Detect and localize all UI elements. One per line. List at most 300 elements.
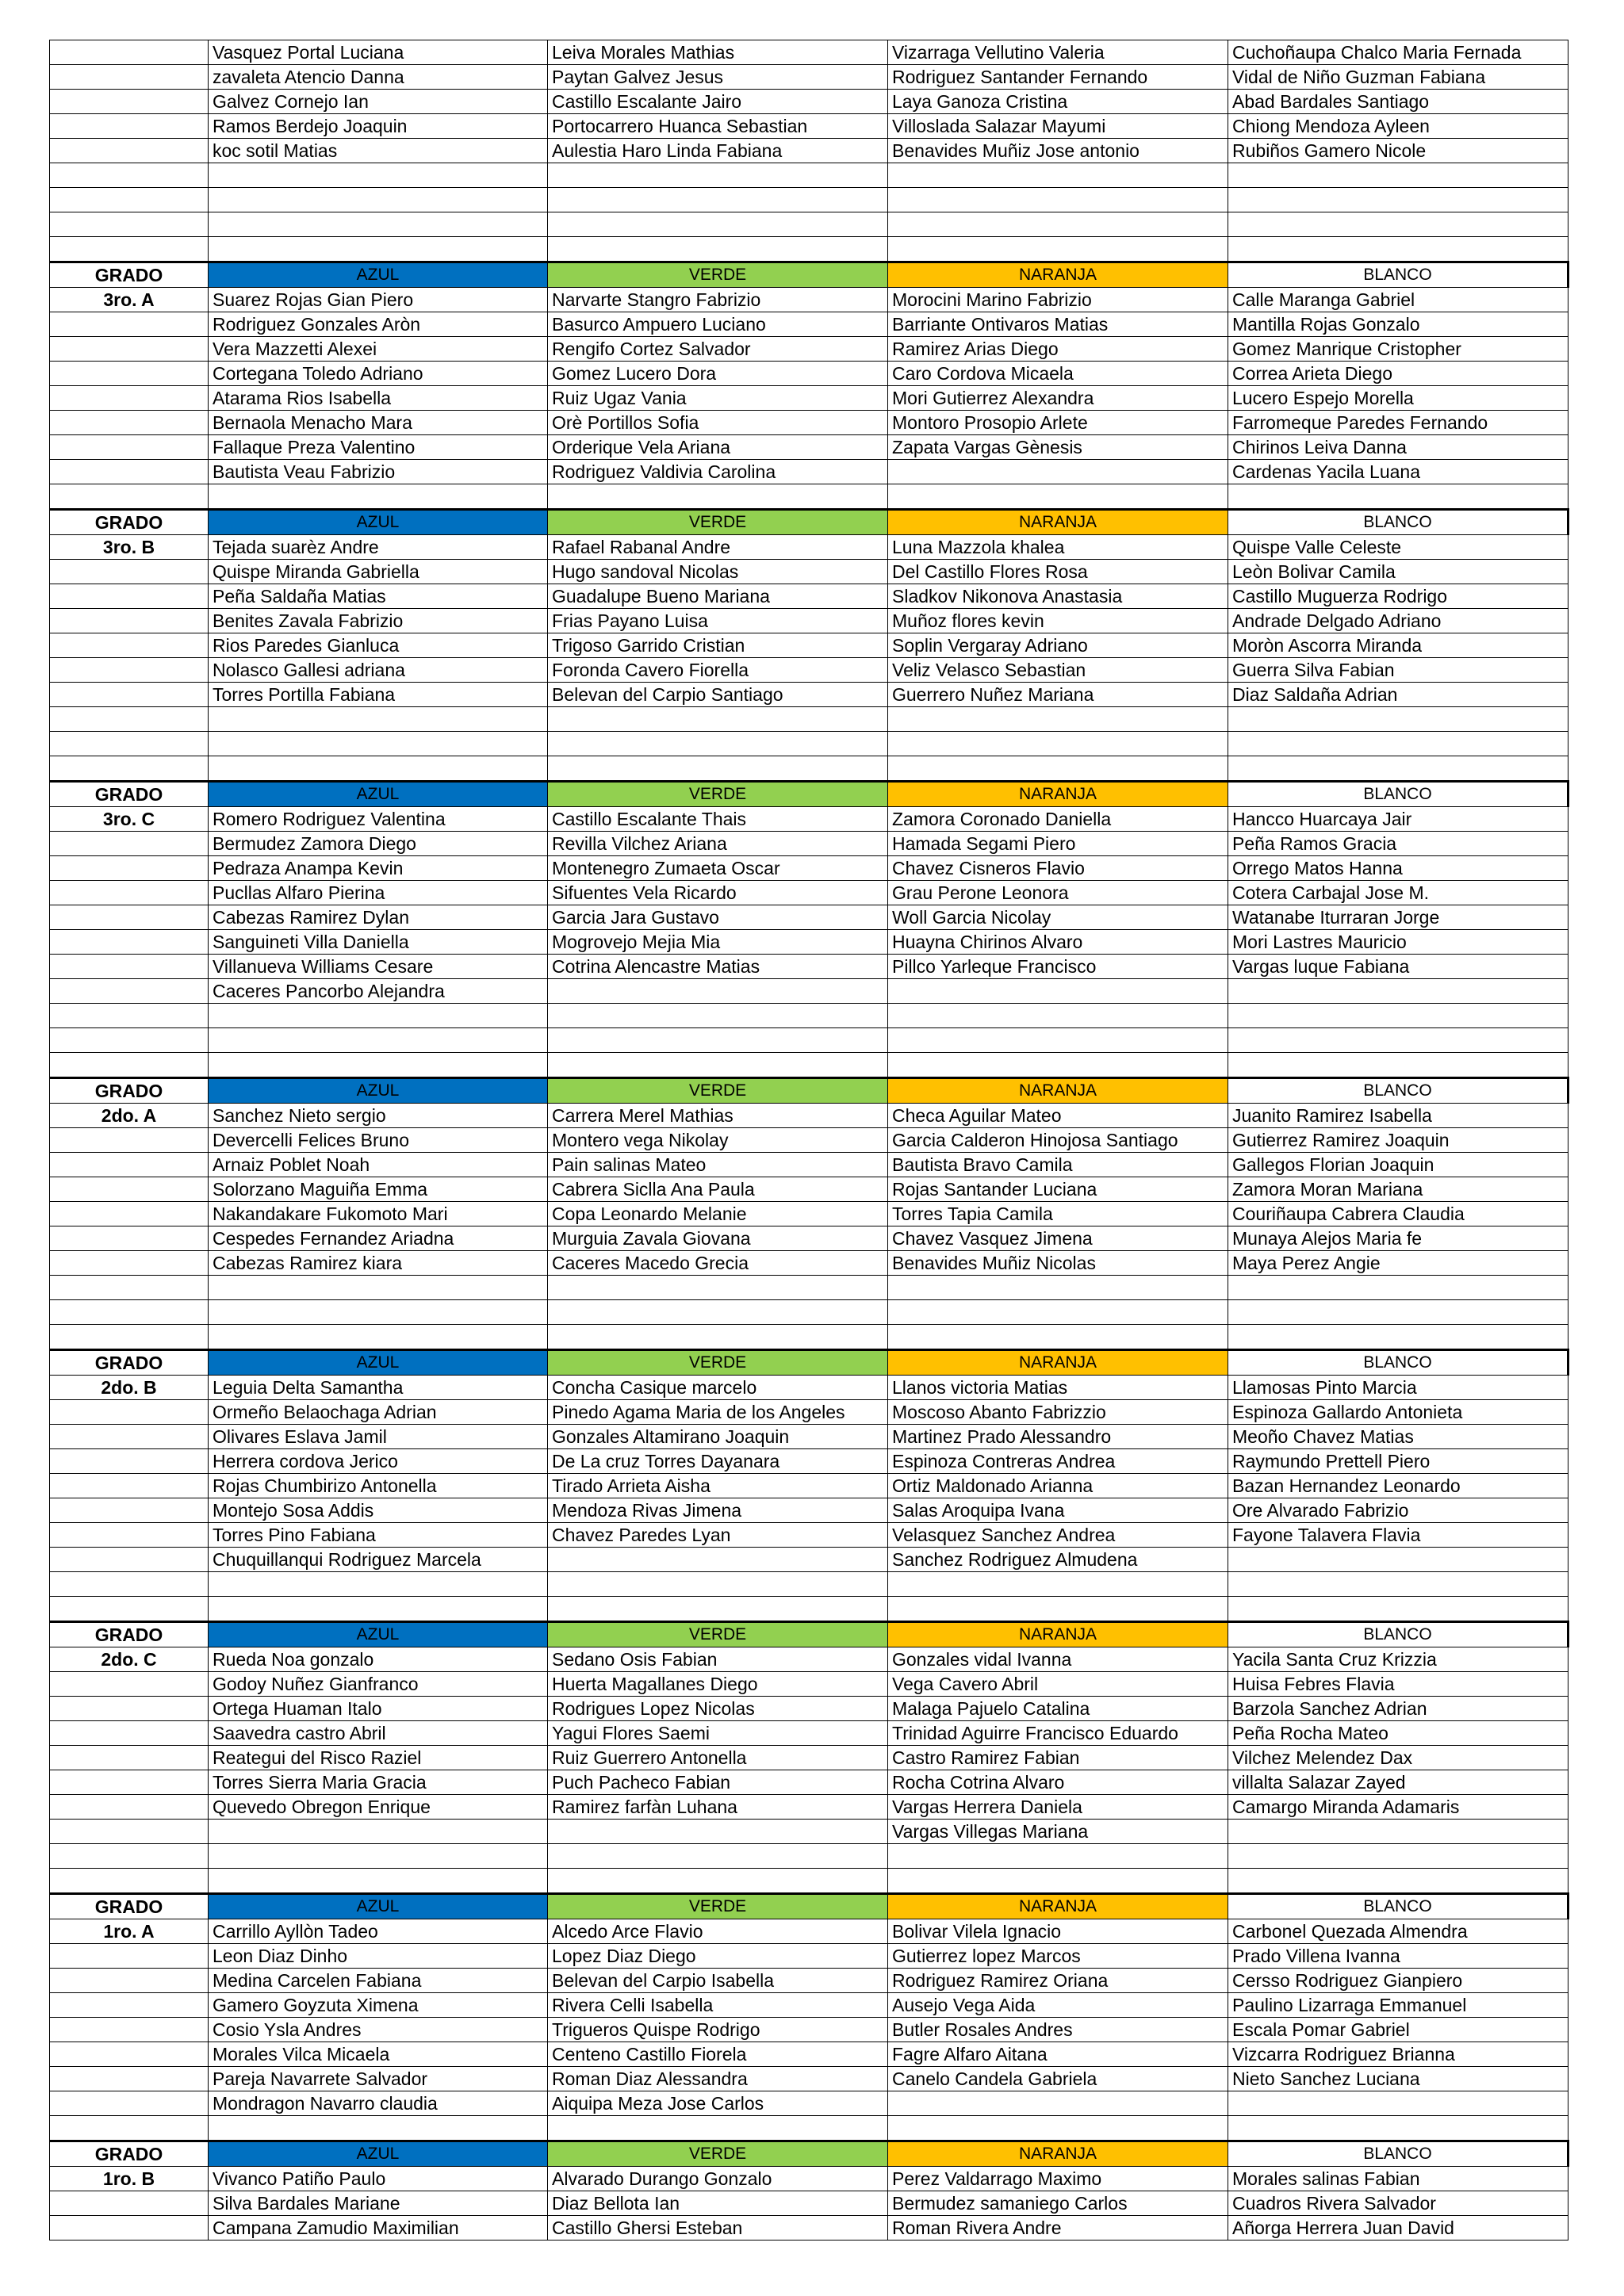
verde-cell: Gonzales Altamirano Joaquin (548, 1425, 888, 1449)
blanco-cell: Hancco Huarcaya Jair (1228, 807, 1568, 832)
student-row (50, 1869, 1568, 1894)
student-row (50, 1795, 1568, 1820)
naranja-cell: Canelo Candela Gabriela (888, 2067, 1228, 2091)
azul-cell: Medina Carcelen Fabiana (209, 1969, 548, 1993)
blanco-cell (1228, 1869, 1568, 1894)
grade-cell (50, 756, 209, 782)
azul-cell (209, 707, 548, 732)
student-row (50, 435, 1568, 460)
student-row (50, 609, 1568, 633)
azul-cell (209, 1276, 548, 1300)
naranja-cell: Vizarraga Vellutino Valeria (888, 40, 1228, 65)
grade-cell (50, 1177, 209, 1202)
blanco-cell: Meoño Chavez Matias (1228, 1425, 1568, 1449)
grade-cell: 2do. C (50, 1647, 209, 1672)
blanco-cell (1228, 1844, 1568, 1869)
blanco-cell: Munaya Alejos Maria fe (1228, 1226, 1568, 1251)
azul-cell: Carrillo Ayllòn Tadeo (209, 1919, 548, 1944)
verde-cell: Cotrina Alencastre Matias (548, 955, 888, 979)
blanco-cell: Couriñaupa Cabrera Claudia (1228, 1202, 1568, 1226)
naranja-header: NARANJA (888, 1894, 1228, 1919)
blanco-cell (1228, 707, 1568, 732)
blanco-cell: Cuadros Rivera Salvador (1228, 2191, 1568, 2216)
student-row (50, 1820, 1568, 1844)
student-row (50, 411, 1568, 435)
blanco-cell (1228, 732, 1568, 756)
blanco-header: BLANCO (1228, 782, 1568, 807)
naranja-cell: Fagre Alfaro Aitana (888, 2042, 1228, 2067)
azul-cell: Caceres Pancorbo Alejandra (209, 979, 548, 1004)
naranja-cell: Espinoza Contreras Andrea (888, 1449, 1228, 1474)
grade-cell (50, 707, 209, 732)
verde-cell: Rafael Rabanal Andre (548, 535, 888, 560)
student-row (50, 732, 1568, 756)
verde-cell: Mendoza Rivas Jimena (548, 1498, 888, 1523)
blanco-cell: Gallegos Florian Joaquin (1228, 1153, 1568, 1177)
blanco-cell: Chirinos Leiva Danna (1228, 435, 1568, 460)
verde-cell (548, 732, 888, 756)
azul-cell: Solorzano Maguiña Emma (209, 1177, 548, 1202)
azul-cell (209, 732, 548, 756)
naranja-cell: Gonzales vidal Ivanna (888, 1647, 1228, 1672)
azul-cell: Reategui del Risco Raziel (209, 1746, 548, 1770)
azul-cell: Bautista Veau Fabrizio (209, 460, 548, 484)
verde-cell (548, 1053, 888, 1078)
verde-cell: Rivera Celli Isabella (548, 1993, 888, 2018)
naranja-cell: Moscoso Abanto Fabrizzio (888, 1400, 1228, 1425)
grade-cell (50, 905, 209, 930)
grade-cell (50, 658, 209, 683)
azul-cell: Torres Portilla Fabiana (209, 683, 548, 707)
azul-cell: Leon Diaz Dinho (209, 1944, 548, 1969)
azul-cell: Villanueva Williams Cesare (209, 955, 548, 979)
blanco-cell: Nieto Sanchez Luciana (1228, 2067, 1568, 2091)
blanco-cell: Moròn Ascorra Miranda (1228, 633, 1568, 658)
naranja-cell: Malaga Pajuelo Catalina (888, 1697, 1228, 1721)
blanco-cell: Paulino Lizarraga Emmanuel (1228, 1993, 1568, 2018)
blanco-cell: Fayone Talavera Flavia (1228, 1523, 1568, 1548)
azul-cell: zavaleta Atencio Danna (209, 65, 548, 90)
blanco-cell: Maya Perez Angie (1228, 1251, 1568, 1276)
grade-cell (50, 2018, 209, 2042)
azul-cell: Bernaola Menacho Mara (209, 411, 548, 435)
verde-cell (548, 2116, 888, 2141)
verde-header: VERDE (548, 782, 888, 807)
student-row (50, 1944, 1568, 1969)
naranja-cell: Zamora Coronado Daniella (888, 807, 1228, 832)
student-row (50, 930, 1568, 955)
naranja-cell (888, 1869, 1228, 1894)
verde-cell: Pain salinas Mateo (548, 1153, 888, 1177)
naranja-cell: Veliz Velasco Sebastian (888, 658, 1228, 683)
azul-header: AZUL (209, 1894, 548, 1919)
naranja-cell: Butler Rosales Andres (888, 2018, 1228, 2042)
grade-cell (50, 460, 209, 484)
grade-cell (50, 212, 209, 237)
verde-cell: Diaz Bellota Ian (548, 2191, 888, 2216)
blanco-cell: Morales salinas Fabian (1228, 2167, 1568, 2191)
student-row (50, 1672, 1568, 1697)
azul-cell: Peña Saldaña Matias (209, 584, 548, 609)
azul-header: AZUL (209, 1078, 548, 1104)
student-row (50, 1251, 1568, 1276)
blanco-cell (1228, 163, 1568, 188)
naranja-cell: Barriante Ontivaros Matias (888, 312, 1228, 337)
naranja-cell: Woll Garcia Nicolay (888, 905, 1228, 930)
naranja-cell: Checa Aguilar Mateo (888, 1104, 1228, 1128)
blanco-cell: Andrade Delgado Adriano (1228, 609, 1568, 633)
azul-cell (209, 1820, 548, 1844)
naranja-cell: Chavez Cisneros Flavio (888, 856, 1228, 881)
naranja-header: NARANJA (888, 782, 1228, 807)
student-row (50, 1425, 1568, 1449)
blanco-cell: Vizcarra Rodriguez Brianna (1228, 2042, 1568, 2067)
student-row (50, 1498, 1568, 1523)
verde-cell: Alvarado Durango Gonzalo (548, 2167, 888, 2191)
grade-cell (50, 386, 209, 411)
blanco-cell: Carbonel Quezada Almendra (1228, 1919, 1568, 1944)
blanco-cell: Mantilla Rojas Gonzalo (1228, 312, 1568, 337)
blanco-cell (1228, 1300, 1568, 1325)
grade-cell (50, 337, 209, 362)
student-row (50, 1523, 1568, 1548)
blanco-cell (1228, 1053, 1568, 1078)
naranja-cell (888, 1597, 1228, 1622)
grado-header: GRADO (50, 262, 209, 288)
naranja-cell: Soplin Vergaray Adriano (888, 633, 1228, 658)
azul-cell (209, 212, 548, 237)
naranja-cell: Zapata Vargas Gènesis (888, 435, 1228, 460)
student-row (50, 90, 1568, 114)
student-row (50, 1376, 1568, 1400)
verde-cell: Belevan del Carpio Isabella (548, 1969, 888, 1993)
naranja-cell: Villoslada Salazar Mayumi (888, 114, 1228, 139)
naranja-header: NARANJA (888, 2141, 1228, 2167)
naranja-cell (888, 1004, 1228, 1028)
verde-cell (548, 707, 888, 732)
blanco-cell: Añorga Herrera Juan David (1228, 2216, 1568, 2241)
verde-cell (548, 1869, 888, 1894)
azul-cell: Mondragon Navarro claudia (209, 2091, 548, 2116)
grade-cell: 3ro. A (50, 288, 209, 312)
grade-cell (50, 1153, 209, 1177)
naranja-cell: Huayna Chirinos Alvaro (888, 930, 1228, 955)
grade-cell (50, 1869, 209, 1894)
blanco-cell (1228, 1004, 1568, 1028)
naranja-cell: Luna Mazzola khalea (888, 535, 1228, 560)
azul-cell: Tejada suarèz Andre (209, 535, 548, 560)
grade-cell (50, 484, 209, 510)
azul-header: AZUL (209, 782, 548, 807)
azul-cell: Leguia Delta Samantha (209, 1376, 548, 1400)
student-row (50, 288, 1568, 312)
student-row (50, 535, 1568, 560)
blanco-cell (1228, 1820, 1568, 1844)
section-header-row (50, 510, 1568, 535)
azul-cell: Suarez Rojas Gian Piero (209, 288, 548, 312)
student-row (50, 1300, 1568, 1325)
blanco-cell: Abad Bardales Santiago (1228, 90, 1568, 114)
naranja-cell (888, 1053, 1228, 1078)
grade-cell: 2do. A (50, 1104, 209, 1128)
grado-header: GRADO (50, 1078, 209, 1104)
naranja-cell: Ausejo Vega Aida (888, 1993, 1228, 2018)
grade-cell (50, 1969, 209, 1993)
naranja-cell: Salas Aroquipa Ivana (888, 1498, 1228, 1523)
grade-cell (50, 1844, 209, 1869)
blanco-cell (1228, 1325, 1568, 1350)
verde-cell (548, 1325, 888, 1350)
student-row (50, 1449, 1568, 1474)
verde-cell: De La cruz Torres Dayanara (548, 1449, 888, 1474)
blanco-cell (1228, 756, 1568, 782)
azul-cell: Arnaiz Poblet Noah (209, 1153, 548, 1177)
naranja-cell: Grau Perone Leonora (888, 881, 1228, 905)
naranja-cell: Caro Cordova Micaela (888, 362, 1228, 386)
student-row (50, 2067, 1568, 2091)
blanco-cell: Gutierrez Ramirez Joaquin (1228, 1128, 1568, 1153)
student-row (50, 2091, 1568, 2116)
verde-cell (548, 1028, 888, 1053)
section-header-row (50, 2141, 1568, 2167)
naranja-header: NARANJA (888, 1622, 1228, 1647)
grade-cell (50, 1498, 209, 1523)
student-row (50, 683, 1568, 707)
verde-header: VERDE (548, 2141, 888, 2167)
verde-cell: Castillo Escalante Jairo (548, 90, 888, 114)
azul-cell: Devercelli Felices Bruno (209, 1128, 548, 1153)
verde-cell: Narvarte Stangro Fabrizio (548, 288, 888, 312)
blanco-cell (1228, 212, 1568, 237)
grade-cell (50, 1572, 209, 1597)
verde-cell: Ruiz Guerrero Antonella (548, 1746, 888, 1770)
student-row (50, 881, 1568, 905)
blanco-header: BLANCO (1228, 510, 1568, 535)
blanco-cell: Espinoza Gallardo Antonieta (1228, 1400, 1568, 1425)
grade-cell (50, 65, 209, 90)
grade-cell (50, 1697, 209, 1721)
grade-cell (50, 1251, 209, 1276)
azul-cell: Pucllas Alfaro Pierina (209, 881, 548, 905)
azul-cell (209, 2116, 548, 2141)
student-row (50, 362, 1568, 386)
verde-cell (548, 237, 888, 262)
azul-cell (209, 1325, 548, 1350)
azul-cell: Cabezas Ramirez Dylan (209, 905, 548, 930)
student-row (50, 1969, 1568, 1993)
verde-cell: Trigoso Garrido Cristian (548, 633, 888, 658)
student-row (50, 1993, 1568, 2018)
azul-cell: Benites Zavala Fabrizio (209, 609, 548, 633)
azul-cell: Herrera cordova Jerico (209, 1449, 548, 1474)
blanco-cell (1228, 979, 1568, 1004)
blanco-cell: Watanabe Iturraran Jorge (1228, 905, 1568, 930)
verde-cell: Alcedo Arce Flavio (548, 1919, 888, 1944)
azul-cell: Morales Vilca Micaela (209, 2042, 548, 2067)
student-row (50, 807, 1568, 832)
naranja-header: NARANJA (888, 262, 1228, 288)
blanco-cell: Peña Rocha Mateo (1228, 1721, 1568, 1746)
azul-header: AZUL (209, 510, 548, 535)
naranja-cell: Bolivar Vilela Ignacio (888, 1919, 1228, 1944)
grade-cell (50, 979, 209, 1004)
verde-cell: Orè Portillos Sofia (548, 411, 888, 435)
grade-cell (50, 560, 209, 584)
azul-cell: Vera Mazzetti Alexei (209, 337, 548, 362)
blanco-cell: Orrego Matos Hanna (1228, 856, 1568, 881)
student-row (50, 1028, 1568, 1053)
grade-cell (50, 1597, 209, 1622)
blanco-cell (1228, 1597, 1568, 1622)
blanco-cell (1228, 188, 1568, 212)
naranja-cell: Pillco Yarleque Francisco (888, 955, 1228, 979)
verde-cell: Trigueros Quispe Rodrigo (548, 2018, 888, 2042)
grade-cell: 1ro. A (50, 1919, 209, 1944)
verde-cell: Roman Diaz Alessandra (548, 2067, 888, 2091)
azul-cell: Atarama Rios Isabella (209, 386, 548, 411)
naranja-cell: Roman Rivera Andre (888, 2216, 1228, 2241)
student-row (50, 2216, 1568, 2241)
verde-header: VERDE (548, 1622, 888, 1647)
verde-cell (548, 1844, 888, 1869)
azul-cell (209, 1869, 548, 1894)
verde-cell: Centeno Castillo Fiorela (548, 2042, 888, 2067)
verde-header: VERDE (548, 1350, 888, 1376)
student-row (50, 560, 1568, 584)
naranja-cell: Sanchez Rodriguez Almudena (888, 1548, 1228, 1572)
section-header-row (50, 1078, 1568, 1104)
azul-cell: Romero Rodriguez Valentina (209, 807, 548, 832)
naranja-cell: Benavides Muñiz Jose antonio (888, 139, 1228, 163)
azul-cell: Godoy Nuñez Gianfranco (209, 1672, 548, 1697)
azul-cell: Quevedo Obregon Enrique (209, 1795, 548, 1820)
naranja-cell: Rojas Santander Luciana (888, 1177, 1228, 1202)
grade-cell (50, 2116, 209, 2141)
azul-cell: Torres Sierra Maria Gracia (209, 1770, 548, 1795)
naranja-cell: Sladkov Nikonova Anastasia (888, 584, 1228, 609)
verde-cell (548, 1004, 888, 1028)
grade-cell (50, 832, 209, 856)
naranja-header: NARANJA (888, 1078, 1228, 1104)
student-row (50, 856, 1568, 881)
verde-cell: Pinedo Agama Maria de los Angeles (548, 1400, 888, 1425)
blanco-cell: Vidal de Niño Guzman Fabiana (1228, 65, 1568, 90)
blanco-header: BLANCO (1228, 1622, 1568, 1647)
grade-cell (50, 362, 209, 386)
naranja-cell: Gutierrez lopez Marcos (888, 1944, 1228, 1969)
azul-cell: koc sotil Matias (209, 139, 548, 163)
grade-cell (50, 1721, 209, 1746)
azul-cell: Vivanco Patiño Paulo (209, 2167, 548, 2191)
blanco-cell: Cuchoñaupa Chalco Maria Fernada (1228, 40, 1568, 65)
blanco-cell: Castillo Muguerza Rodrigo (1228, 584, 1568, 609)
azul-cell: Rueda Noa gonzalo (209, 1647, 548, 1672)
naranja-cell (888, 1572, 1228, 1597)
azul-cell: Rios Paredes Gianluca (209, 633, 548, 658)
blanco-cell (1228, 2091, 1568, 2116)
naranja-cell: Rodriguez Ramirez Oriana (888, 1969, 1228, 1993)
naranja-cell: Ortiz Maldonado Arianna (888, 1474, 1228, 1498)
verde-cell (548, 1276, 888, 1300)
student-row (50, 312, 1568, 337)
naranja-cell (888, 237, 1228, 262)
grade-cell (50, 856, 209, 881)
azul-cell (209, 484, 548, 510)
verde-cell: Gomez Lucero Dora (548, 362, 888, 386)
verde-cell: Frias Payano Luisa (548, 609, 888, 633)
naranja-cell (888, 1028, 1228, 1053)
blanco-cell (1228, 2116, 1568, 2141)
verde-header: VERDE (548, 1078, 888, 1104)
azul-cell: Montejo Sosa Addis (209, 1498, 548, 1523)
student-row (50, 40, 1568, 65)
grade-cell (50, 1004, 209, 1028)
azul-cell (209, 1028, 548, 1053)
student-row (50, 1919, 1568, 1944)
azul-cell: Cabezas Ramirez kiara (209, 1251, 548, 1276)
azul-cell: Pedraza Anampa Kevin (209, 856, 548, 881)
verde-cell (548, 756, 888, 782)
student-row (50, 1597, 1568, 1622)
azul-cell (209, 756, 548, 782)
grado-header: GRADO (50, 1894, 209, 1919)
verde-cell (548, 163, 888, 188)
azul-cell (209, 1572, 548, 1597)
azul-cell (209, 188, 548, 212)
blanco-cell: Camargo Miranda Adamaris (1228, 1795, 1568, 1820)
naranja-cell: Guerrero Nuñez Mariana (888, 683, 1228, 707)
blanco-cell: Juanito Ramirez Isabella (1228, 1104, 1568, 1128)
verde-cell: Revilla Vilchez Ariana (548, 832, 888, 856)
azul-cell (209, 1004, 548, 1028)
naranja-cell: Rocha Cotrina Alvaro (888, 1770, 1228, 1795)
grade-cell (50, 1820, 209, 1844)
verde-cell: Castillo Escalante Thais (548, 807, 888, 832)
grado-header: GRADO (50, 1350, 209, 1376)
verde-cell: Rengifo Cortez Salvador (548, 337, 888, 362)
section-header-row (50, 1622, 1568, 1647)
verde-cell: Chavez Paredes Lyan (548, 1523, 888, 1548)
verde-cell: Murguia Zavala Giovana (548, 1226, 888, 1251)
student-row (50, 1053, 1568, 1078)
grade-cell (50, 1028, 209, 1053)
blanco-cell: Bazan Hernandez Leonardo (1228, 1474, 1568, 1498)
verde-cell (548, 1300, 888, 1325)
azul-cell (209, 1300, 548, 1325)
naranja-cell (888, 212, 1228, 237)
grade-cell (50, 955, 209, 979)
student-row (50, 633, 1568, 658)
azul-header: AZUL (209, 2141, 548, 2167)
grade-cell (50, 1523, 209, 1548)
grade-cell (50, 237, 209, 262)
student-row (50, 979, 1568, 1004)
student-row (50, 2191, 1568, 2216)
grade-cell (50, 1944, 209, 1969)
grade-cell (50, 411, 209, 435)
blanco-cell: Correa Arieta Diego (1228, 362, 1568, 386)
grade-cell (50, 139, 209, 163)
azul-cell: Pareja Navarrete Salvador (209, 2067, 548, 2091)
grade-cell: 1ro. B (50, 2167, 209, 2191)
blanco-cell: Raymundo Prettell Piero (1228, 1449, 1568, 1474)
azul-cell: Sanguineti Villa Daniella (209, 930, 548, 955)
grade-cell: 2do. B (50, 1376, 209, 1400)
student-row (50, 1647, 1568, 1672)
verde-cell: Portocarrero Huanca Sebastian (548, 114, 888, 139)
naranja-cell: Muñoz flores kevin (888, 609, 1228, 633)
azul-cell: Campana Zamudio Maximilian (209, 2216, 548, 2241)
